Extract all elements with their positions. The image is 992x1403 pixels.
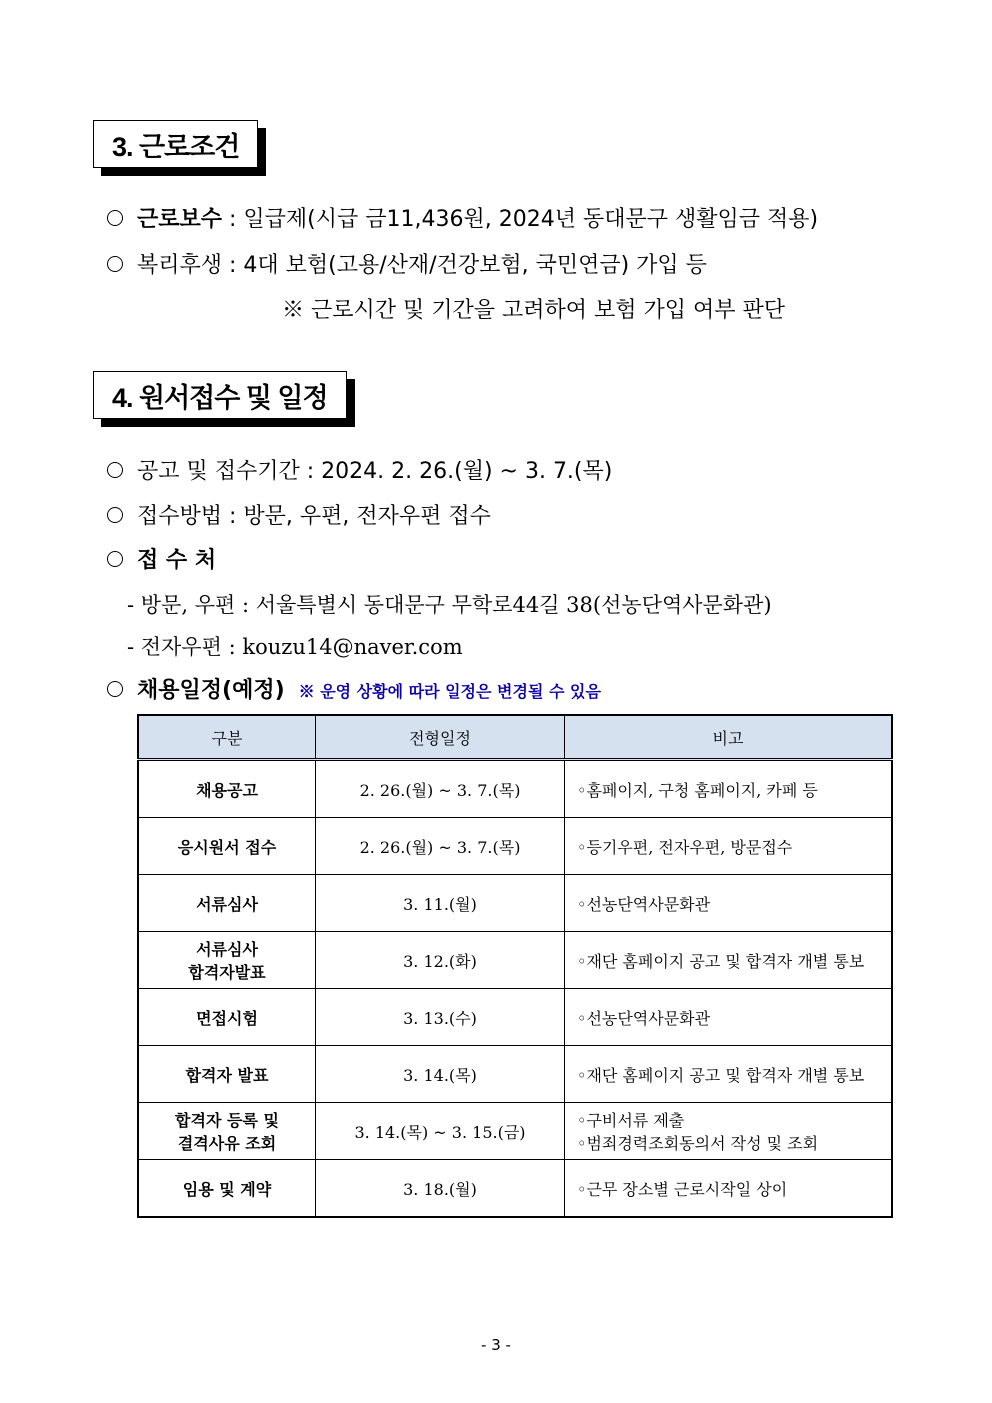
row-category: 임용 및 계약 [138,1160,316,1218]
table-row [138,1046,892,1103]
row-remark: ◦재단 홈페이지 공고 및 합격자 개별 통보 [565,1046,893,1103]
table-row [138,760,892,818]
row-remark: ◦구비서류 제출 ◦범죄경력조회동의서 작성 및 조회 [565,1103,893,1160]
row-date: 3. 14.(목) ~ 3. 15.(금) [316,1103,565,1160]
row-date: 3. 11.(월) [316,875,565,932]
page-number: - 3 - [481,1336,511,1354]
schedule-heading: 채용일정(예정) ※ 운영 상황에 따라 일정은 변경될 수 있음 [107,673,601,704]
table-row [138,875,892,932]
row-date: 3. 18.(월) [316,1160,565,1218]
row-remark: ◦선농단역사문화관 [565,875,893,932]
row-remark: ◦선농단역사문화관 [565,989,893,1046]
circle-bullet-icon [107,462,123,478]
section-3-title: 3. 근로조건 [93,120,258,168]
row-remark: ◦근무 장소별 근로시작일 상이 [565,1160,893,1218]
row-date: 3. 13.(수) [316,989,565,1046]
circle-bullet-icon [107,681,123,697]
circle-bullet-icon [107,507,123,523]
row-date: 3. 12.(화) [316,932,565,989]
row-remark: ◦등기우편, 전자우편, 방문접수 [565,818,893,875]
table-row [138,1103,892,1160]
table-row [138,1160,892,1218]
row-category: 응시원서 접수 [138,818,316,875]
table-row [138,989,892,1046]
row-category: 면접시험 [138,989,316,1046]
row-category: 합격자 발표 [138,1046,316,1103]
row-remark: ◦재단 홈페이지 공고 및 합격자 개별 통보 [565,932,893,989]
method-item: 접수방법 : 방문, 우편, 전자우편 접수 [107,499,491,530]
schedule-table [137,714,893,1218]
circle-bullet-icon [107,210,123,226]
wage-item: 근로보수 : 일급제(시급 금11,436원, 2024년 동대문구 생활임금 적용) [107,202,818,233]
circle-bullet-icon [107,256,123,272]
insurance-note: ※ 근로시간 및 기간을 고려하여 보험 가입 여부 판단 [282,298,785,323]
receipt-place-item: 접 수 처 [107,543,216,574]
section-4-title: 4. 원서접수 및 일정 [93,371,347,419]
circle-bullet-icon [107,551,123,567]
row-remark: ◦홈페이지, 구청 홈페이지, 카페 등 [565,760,893,818]
period-item: 공고 및 접수기간 : 2024. 2. 26.(월) ~ 3. 7.(목) [107,454,612,485]
table-row [138,932,892,989]
row-category: 채용공고 [138,760,316,818]
row-category: 서류심사 [138,875,316,932]
visit-mail-address: - 방문, 우편 : 서울특별시 동대문구 무학로44길 38(선농단역사문화관) [127,593,772,617]
row-category: 서류심사 합격자발표 [138,932,316,989]
row-date: 2. 26.(월) ~ 3. 7.(목) [316,760,565,818]
table-row [138,818,892,875]
header-remarks: 비고 [565,715,893,760]
header-category: 구분 [138,715,316,760]
welfare-item: 복리후생 : 4대 보험(고용/산재/건강보험, 국민연금) 가입 등 [107,248,707,279]
row-date: 3. 14.(목) [316,1046,565,1103]
row-category: 합격자 등록 및 결격사유 조회 [138,1103,316,1160]
schedule-note: ※ 운영 상황에 따라 일정은 변경될 수 있음 [298,682,601,701]
email-address: - 전자우편 : kouzu14@naver.com [127,635,463,659]
table-header-row [138,715,892,760]
header-schedule: 전형일정 [316,715,565,760]
row-date: 2. 26.(월) ~ 3. 7.(목) [316,818,565,875]
